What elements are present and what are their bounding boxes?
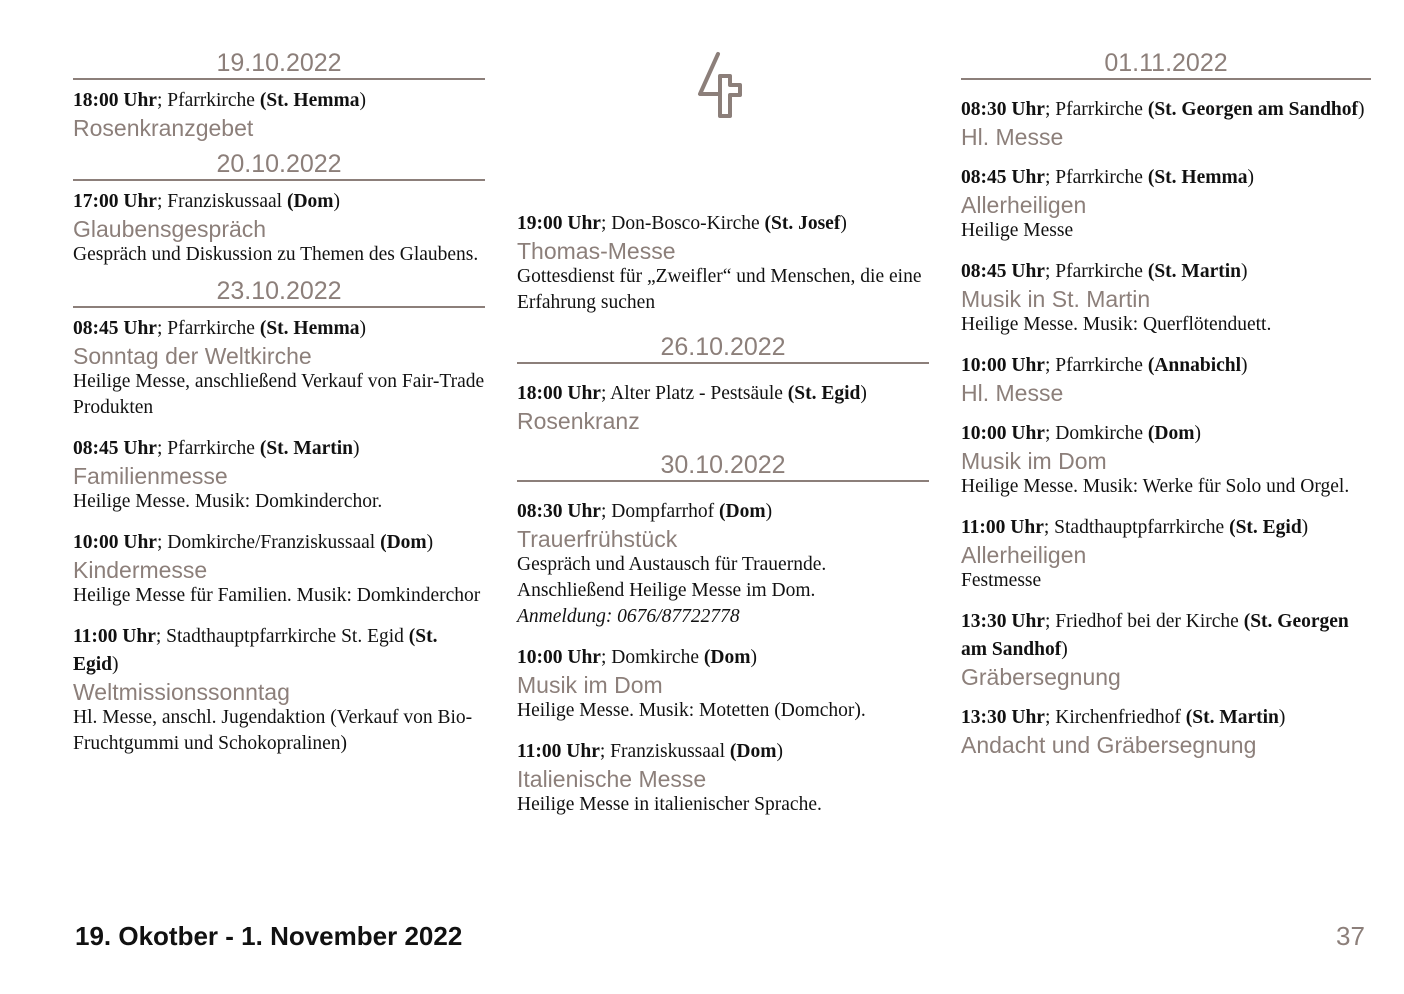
- event-item: [961, 352, 1371, 406]
- event-place: Franziskussaal: [167, 191, 287, 212]
- event-time: 13:30 Uhr: [961, 611, 1045, 632]
- paren-close: ): [426, 532, 434, 553]
- paren-open: (: [259, 90, 267, 111]
- event-title: Allerheiligen: [961, 192, 1087, 218]
- event-separator: ;: [156, 90, 168, 111]
- event-description: [73, 242, 485, 268]
- event-meta: [961, 704, 1371, 732]
- event-title: Hl. Messe: [961, 380, 1064, 406]
- event-time: 08:45 Uhr: [73, 438, 157, 459]
- event-separator: ;: [1043, 517, 1055, 538]
- event-item: [73, 315, 485, 421]
- paren-open: (: [729, 741, 737, 762]
- event-description: [961, 218, 1371, 244]
- event-item: [73, 435, 485, 515]
- date-range-footer: 19. Okotber - 1. November 2022: [75, 921, 463, 951]
- event-description-text: Gottesdienst für „Zweifler“ und Menschen, die eine Erfahrung suchen: [517, 266, 922, 313]
- event-item: [961, 704, 1371, 758]
- event-item: [517, 210, 929, 316]
- event-title: Musik im Dom: [517, 672, 663, 698]
- event-place: Don-Bosco-Kirche: [611, 213, 765, 234]
- event-item: [961, 258, 1371, 338]
- event-title: Trauerfrühstück: [517, 526, 678, 552]
- paren-close: ): [750, 647, 757, 668]
- event-parish: St. Josef: [771, 213, 841, 234]
- event-title: Andacht und Gräbersegnung: [961, 732, 1257, 758]
- event-time: 08:45 Uhr: [961, 167, 1045, 188]
- paren-close: ): [765, 501, 773, 522]
- paren-close: ): [1358, 99, 1365, 120]
- event-meta: [73, 623, 485, 679]
- event-time: 10:00 Uhr: [961, 355, 1045, 376]
- paren-close: ): [1301, 517, 1309, 538]
- event-separator: ;: [600, 213, 612, 234]
- event-parish: St. Martin: [266, 438, 353, 459]
- event-time: 10:00 Uhr: [73, 532, 157, 553]
- paren-open: (: [286, 191, 294, 212]
- paren-open: (: [1243, 611, 1251, 632]
- event-separator: ;: [1044, 167, 1056, 188]
- event-description-text: Heilige Messe, anschließend Verkauf von Fair-Trade Produkten: [73, 371, 485, 418]
- event-meta: [73, 188, 485, 216]
- event-separator: ;: [600, 383, 611, 404]
- date-heading: 19.10.2022: [73, 46, 485, 80]
- event-parish: St. Hemma: [266, 318, 360, 339]
- paren-open: (: [1185, 707, 1193, 728]
- paren-open: (: [787, 383, 795, 404]
- event-separator: ;: [1044, 355, 1056, 376]
- event-time: 18:00 Uhr: [73, 90, 157, 111]
- event-meta: [961, 164, 1371, 192]
- event-meta: [517, 380, 929, 408]
- event-title: Gräbersegnung: [961, 664, 1121, 690]
- paren-open: (: [1229, 517, 1236, 538]
- event-meta: [961, 420, 1371, 448]
- event-time: 08:45 Uhr: [961, 261, 1045, 282]
- event-item: [961, 420, 1371, 500]
- paren-close: ): [352, 438, 360, 459]
- event-note: Anmeldung: 0676/87722778: [517, 606, 740, 627]
- event-parish: Dom: [386, 532, 427, 553]
- date-heading: 20.10.2022: [73, 147, 485, 181]
- date-heading: 23.10.2022: [73, 274, 485, 308]
- event-description-text: Heilige Messe. Musik: Motetten (Domchor).: [517, 700, 866, 721]
- event-description-text: Heilige Messe. Musik: Domkinderchor.: [73, 491, 383, 512]
- event-meta: [517, 498, 929, 526]
- event-meta: [961, 96, 1371, 124]
- event-parish: St. Martin: [1192, 707, 1279, 728]
- event-meta: [73, 529, 485, 557]
- event-item: [961, 164, 1371, 244]
- event-separator: ;: [156, 532, 168, 553]
- date-heading: 30.10.2022: [517, 448, 929, 482]
- event-separator: ;: [156, 191, 168, 212]
- event-item: [961, 514, 1371, 594]
- event-description-text: Heilige Messe für Familien. Musik: Domkinderchor: [73, 585, 481, 606]
- event-title: Rosenkranz: [517, 408, 640, 434]
- event-place: Pfarrkirche: [167, 318, 260, 339]
- event-place: Alter Platz - Pestsäule: [610, 383, 788, 404]
- event-item: [517, 380, 929, 434]
- event-time: 08:30 Uhr: [961, 99, 1045, 120]
- page-number: 37: [1336, 921, 1365, 951]
- event-description: [73, 583, 485, 609]
- paren-open: (: [764, 213, 771, 234]
- event-parish: St. Georgen am Sandhof: [1154, 99, 1359, 120]
- paren-close: ): [840, 213, 847, 234]
- event-place: Pfarrkirche: [1055, 355, 1148, 376]
- paren-close: ): [1194, 423, 1201, 444]
- event-description: [961, 568, 1371, 594]
- paren-open: (: [703, 647, 711, 668]
- event-time: 10:00 Uhr: [961, 423, 1045, 444]
- event-place: Friedhof bei der Kirche: [1055, 611, 1244, 632]
- event-meta: [73, 87, 485, 115]
- event-item: [961, 96, 1371, 150]
- event-meta: [517, 210, 929, 238]
- event-title: Glaubensgespräch: [73, 216, 267, 242]
- event-separator: ;: [1044, 423, 1056, 444]
- paren-open: (: [259, 318, 267, 339]
- event-description: [961, 474, 1371, 500]
- event-time: 18:00 Uhr: [517, 383, 601, 404]
- event-title: Weltmissionssonntag: [73, 679, 290, 705]
- event-parish: St. Hemma: [1154, 167, 1248, 188]
- event-place: Stadthauptpfarrkirche St. Egid: [166, 626, 409, 647]
- event-parish: Dom: [293, 191, 334, 212]
- event-description: [517, 552, 929, 630]
- event-description: [73, 705, 485, 757]
- event-place: Stadthauptpfarrkirche: [1054, 517, 1230, 538]
- event-separator: ;: [599, 741, 611, 762]
- event-description: [517, 698, 929, 724]
- event-separator: ;: [600, 647, 612, 668]
- event-description: [73, 489, 485, 515]
- event-title: Hl. Messe: [961, 124, 1064, 150]
- event-title: Italienische Messe: [517, 766, 707, 792]
- event-separator: ;: [1044, 261, 1056, 282]
- event-description-text: Heilige Messe. Musik: Werke für Solo und Orgel.: [961, 476, 1350, 497]
- paren-close: ): [1061, 639, 1068, 660]
- event-separator: ;: [1044, 707, 1056, 728]
- paren-open: (: [380, 532, 387, 553]
- event-time: 19:00 Uhr: [517, 213, 601, 234]
- event-title: Thomas-Messe: [517, 238, 676, 264]
- paren-close: ): [359, 318, 366, 339]
- event-item: [517, 644, 929, 724]
- event-separator: ;: [156, 438, 168, 459]
- event-meta: [73, 315, 485, 343]
- paren-close: ): [776, 741, 783, 762]
- event-parish: St. Egid: [1235, 517, 1302, 538]
- paren-open: (: [1147, 99, 1155, 120]
- event-parish: Dom: [725, 501, 766, 522]
- paren-close: ): [359, 90, 366, 111]
- event-parish: Annabichl: [1154, 355, 1242, 376]
- paren-close: ): [1247, 167, 1254, 188]
- event-place: Pfarrkirche: [1055, 99, 1148, 120]
- event-item: [517, 498, 929, 630]
- event-separator: ;: [600, 501, 612, 522]
- paren-open: (: [1147, 261, 1155, 282]
- event-title: Musik im Dom: [961, 448, 1107, 474]
- event-place: Dompfarrhof: [611, 501, 720, 522]
- event-place: Domkirche: [611, 647, 704, 668]
- event-separator: ;: [156, 318, 168, 339]
- paren-open: (: [1147, 423, 1155, 444]
- paren-close: ): [333, 191, 341, 212]
- event-parish: Dom: [710, 647, 751, 668]
- event-description-text: Festmesse: [961, 570, 1042, 591]
- event-time: 17:00 Uhr: [73, 191, 157, 212]
- event-parish: St. Georgen am Sandhof: [961, 611, 1349, 660]
- event-item: [961, 608, 1371, 690]
- event-item: [73, 87, 485, 141]
- four-cross-icon: [688, 50, 758, 126]
- event-title: Rosenkranzgebet: [73, 115, 254, 141]
- event-place: Franziskussaal: [610, 741, 730, 762]
- event-parish: Dom: [1154, 423, 1195, 444]
- event-separator: ;: [1044, 611, 1056, 632]
- event-separator: ;: [1044, 99, 1056, 120]
- event-description: [961, 312, 1371, 338]
- event-meta: [961, 352, 1371, 380]
- date-heading: 01.11.2022: [961, 46, 1371, 80]
- event-parish: St. Martin: [1154, 261, 1241, 282]
- event-place: Pfarrkirche: [1055, 167, 1148, 188]
- event-meta: [517, 738, 929, 766]
- paren-open: (: [1147, 355, 1155, 376]
- event-parish: Dom: [736, 741, 777, 762]
- column-2: [517, 210, 929, 832]
- paren-open: (: [259, 438, 267, 459]
- event-description-text: Hl. Messe, anschl. Jugendaktion (Verkauf von Bio-Fruchtgummi und Schokopralinen): [73, 707, 473, 754]
- event-meta: [961, 258, 1371, 286]
- paren-close: ): [1240, 261, 1248, 282]
- date-heading: 26.10.2022: [517, 330, 929, 364]
- event-time: 11:00 Uhr: [961, 517, 1044, 538]
- event-description-text: Gespräch und Austausch für Trauernde. Anschließend Heilige Messe im Dom.: [517, 554, 827, 601]
- event-time: 11:00 Uhr: [73, 626, 156, 647]
- event-title: Sonntag der Weltkirche: [73, 343, 312, 369]
- event-time: 11:00 Uhr: [517, 741, 600, 762]
- event-description-text: Gespräch und Diskussion zu Themen des Glaubens.: [73, 244, 479, 265]
- paren-open: (: [719, 501, 726, 522]
- event-meta: [73, 435, 485, 463]
- event-item: [517, 738, 929, 818]
- event-meta: [961, 608, 1371, 664]
- event-description: [517, 792, 929, 818]
- event-item: [73, 529, 485, 609]
- column-3: [961, 46, 1371, 772]
- event-separator: ;: [155, 626, 167, 647]
- event-time: 08:45 Uhr: [73, 318, 157, 339]
- column-1: [73, 46, 485, 771]
- event-item: [73, 188, 485, 268]
- event-description-text: Heilige Messe. Musik: Querflötenduett.: [961, 314, 1272, 335]
- event-place: Pfarrkirche: [1055, 261, 1148, 282]
- paren-close: ): [860, 383, 867, 404]
- paren-close: ): [1241, 355, 1248, 376]
- event-time: 10:00 Uhr: [517, 647, 601, 668]
- event-place: Pfarrkirche: [167, 438, 260, 459]
- event-meta: [961, 514, 1371, 542]
- event-item: [73, 623, 485, 757]
- event-description-text: Heilige Messe: [961, 220, 1074, 241]
- paren-close: ): [1278, 707, 1286, 728]
- event-meta: [517, 644, 929, 672]
- event-description: [73, 369, 485, 421]
- paren-open: (: [408, 626, 416, 647]
- event-title: Familienmesse: [73, 463, 228, 489]
- event-title: Musik in St. Martin: [961, 286, 1151, 312]
- event-place: Pfarrkirche: [167, 90, 260, 111]
- event-description-text: Heilige Messe in italienischer Sprache.: [517, 794, 822, 815]
- event-place: Domkirche/Franziskussaal: [167, 532, 381, 553]
- event-place: Domkirche: [1055, 423, 1148, 444]
- event-place: Kirchenfriedhof: [1055, 707, 1186, 728]
- event-parish: St. Egid: [73, 626, 438, 675]
- paren-close: ): [112, 654, 119, 675]
- event-parish: St. Hemma: [266, 90, 360, 111]
- event-time: 08:30 Uhr: [517, 501, 601, 522]
- event-parish: St. Egid: [794, 383, 861, 404]
- event-description: [517, 264, 929, 316]
- paren-open: (: [1147, 167, 1155, 188]
- event-title: Allerheiligen: [961, 542, 1087, 568]
- event-time: 13:30 Uhr: [961, 707, 1045, 728]
- event-title: Kindermesse: [73, 557, 208, 583]
